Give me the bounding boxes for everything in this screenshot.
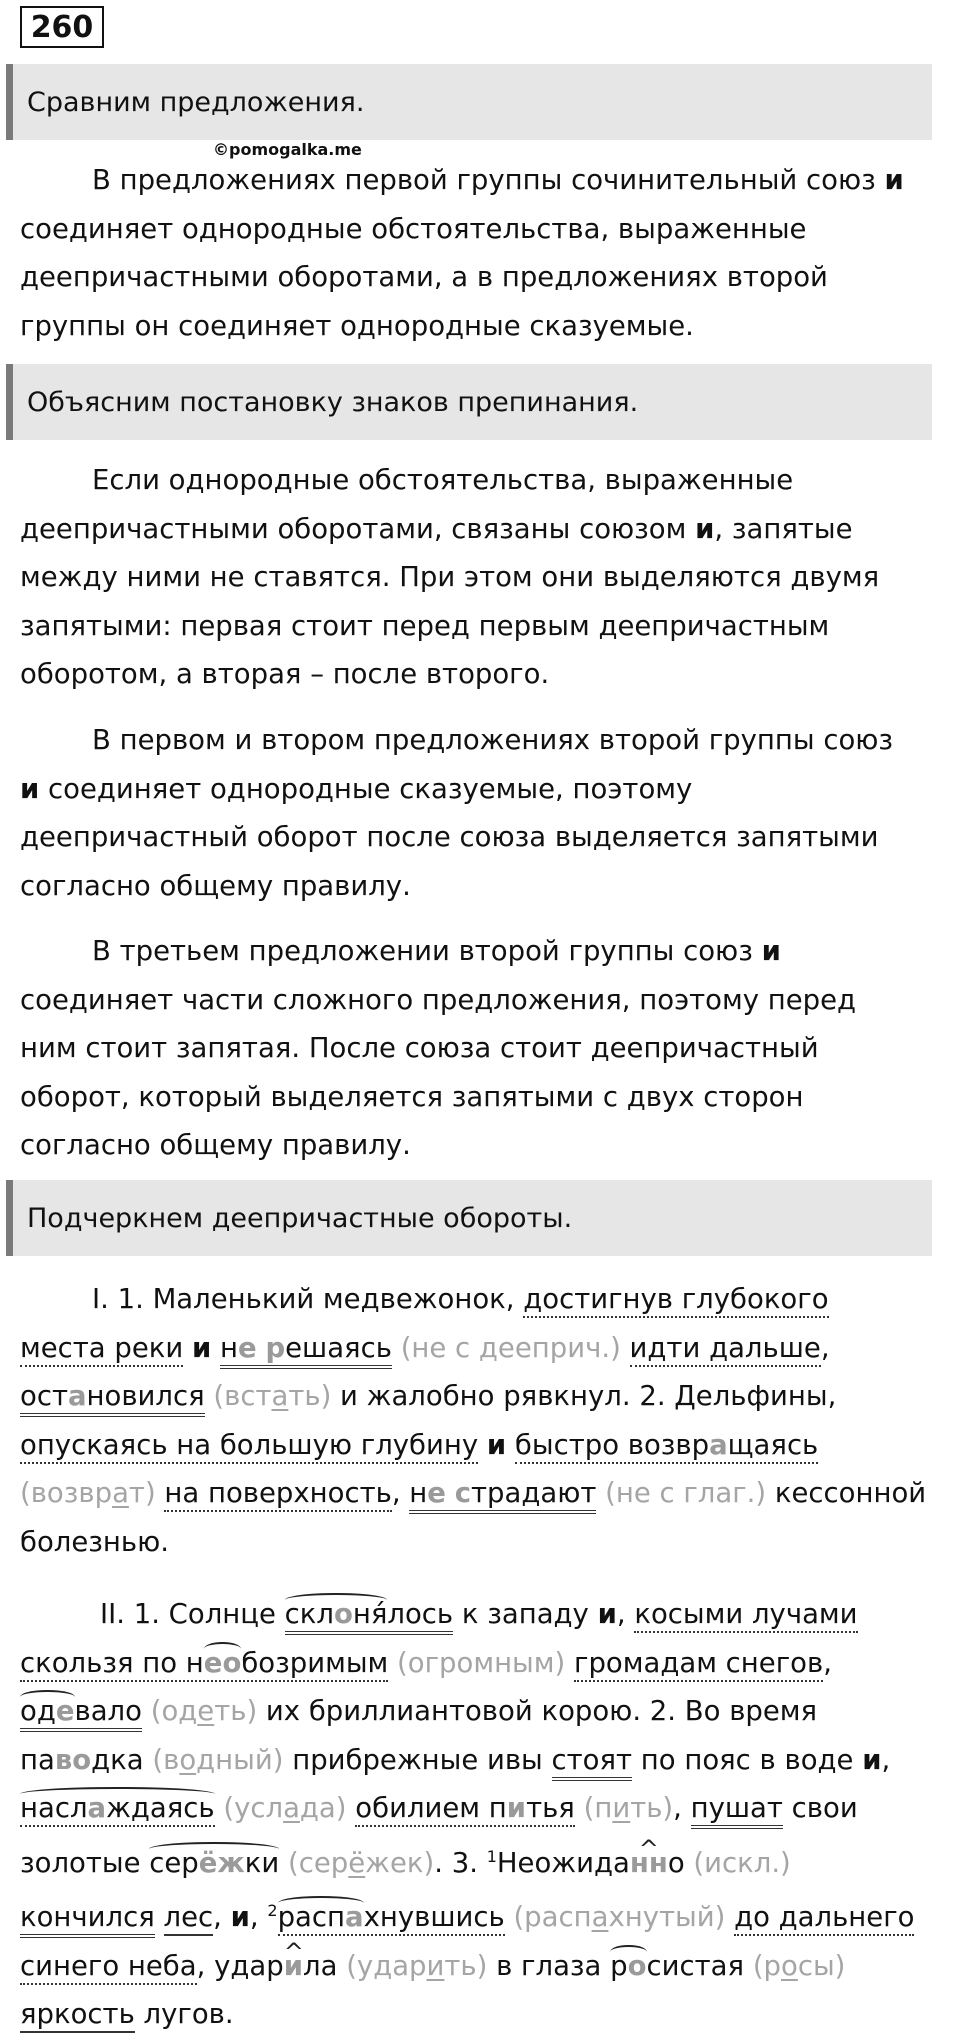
compare-paragraph: В предложениях первой группы сочинительный союз и соединяет однородные обстоятельства, выраженные деепричастными оборотами, а в предложениях второй группы он соединяет однородные сказуемые. [20,164,904,342]
section-header-compare: Сравним предложения. [6,64,932,140]
group-two-sentences: II. 1. Солнце склоня́лось к западу и, косыми лучами скользя по необозримым (огромным) громадам снегов, одевало (одеть) их бриллиантовой корою. 2. Во время паводка (водный) прибрежные ивы стоят по пояс в воде и, наслаждаясь (услада) обилием питья (пить), пушат свои золотые серёжки (серёжек). 3. $^1$Неожида^ нно (искл.) кончился лес, и, $^2$распахнувшись (распахнутый) до дальнего синего неба, удар^ ила (ударить) в глаза росистая (росы) яркость лугов. [20,1590,950,2039]
punctuation-paragraph-1: Если однородные обстоятельства, выраженные деепричастными оборотами, связаны союзом и, запятые между ними не ставятся. При этом они выделяются двумя запятыми: первая стоит перед первым деепричастным оборотом, а вторая – после второго. [20,464,880,690]
section-header-underline: Подчеркнем деепричастные обороты. [6,1180,932,1256]
group-one-sentences: I. 1. Маленький медвежонок, достигнув глубокого места реки и не решаясь (не с дееприч.) идти дальше, остановился (встать) и жалобно рявкнул. 2. Дельфины, опускаясь на большую глубину и быстро возвращаясь (возврат) на поверхность, не страдают (не с глаг.) кессонной болезнью. [20,1283,927,1558]
task-number: 260 [20,6,104,48]
punctuation-paragraph-2: В первом и втором предложениях второй группы союз и соединяет однородные сказуемые, поэтому деепричастный оборот после союза выделяется запятыми согласно общему правилу. [20,724,894,902]
section-header-punctuation: Объясним постановку знаков препинания. [6,364,932,440]
punctuation-paragraph-3: В третьем предложении второй группы союз и соединяет части сложного предложения, поэтому перед ним стоит запятая. После союза стоит деепричастный оборот, который выделяется запятыми с двух сторон согласно общему правилу. [20,935,857,1161]
watermark: ©pomogalka.me [213,140,362,159]
